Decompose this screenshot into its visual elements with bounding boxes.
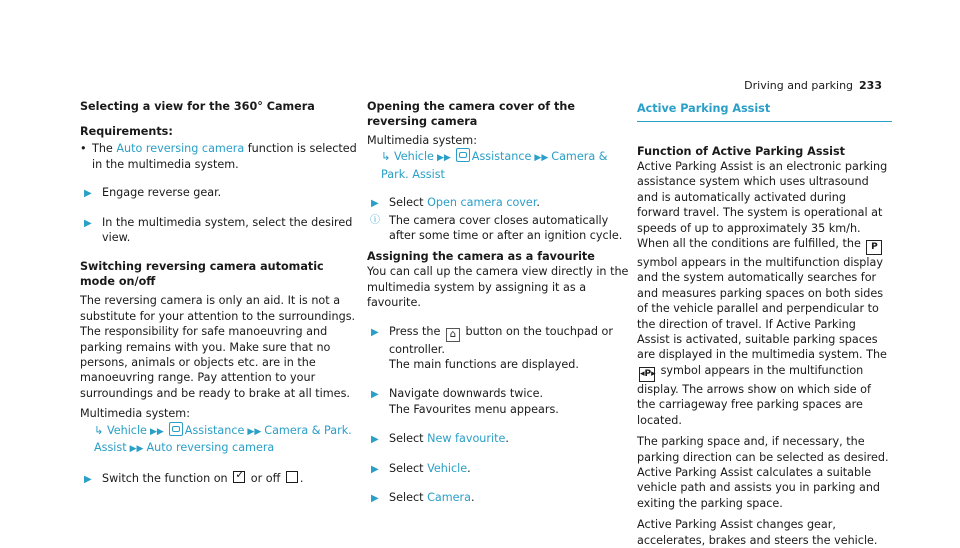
step-arrow-icon: ▶ — [371, 434, 379, 446]
path-camera-park[interactable]: Camera & Park. Assist — [381, 150, 608, 181]
path-start-icon: ↳ — [94, 423, 104, 437]
section-heading: Active Parking Assist — [637, 99, 892, 122]
path-start-icon: ↳ — [381, 150, 391, 164]
step-engage-reverse: ▶ Engage reverse gear. — [80, 185, 360, 200]
control-text: Active Parking Assist changes gear, accelerates, brakes and steers the vehicle. — [637, 518, 878, 547]
step-navigate: ▶ Navigate downwards twice. The Favourites menu appears. — [371, 387, 559, 416]
link-open-camera-cover[interactable]: Open camera cover — [427, 196, 537, 210]
section-title: Driving and parking — [744, 79, 854, 92]
checkbox-checked-icon — [233, 471, 245, 483]
step-arrow-icon: ▶ — [371, 389, 379, 401]
warning-text: The reversing camera is only an aid. It is not a substitute for your attention to the surroundings. The responsibility for safe manoeuvring and parking remains with you. Make sure that no persons, animals or objects etc. are in the manoeuvring range. Pay attention to your surroundings and be ready to brake at all times. — [80, 294, 356, 400]
column-right — [637, 99, 892, 548]
heading-function: Function of Active Parking Assist — [637, 145, 845, 158]
heading-open-cover: Opening the camera cover of the reversing camera — [367, 100, 575, 128]
step-switch-function: ▶ Switch the function on ✓ or off . — [80, 471, 360, 486]
path-vehicle[interactable]: Vehicle — [106, 423, 147, 437]
link-camera[interactable]: Camera — [427, 491, 471, 505]
step-open-cover: ▶ Select Open camera cover. — [367, 195, 632, 210]
function-text: Active Parking Assist is an electronic parking assistance system which uses ultrasound and is automatically activated during forward travel. The system is operational at speeds of up to approximately 35 km/h. When all the conditions are fulfilled, the P symbol appears in the multifunction display and the system automatically searches for and measures parking spaces on both sides of the vehicle parallel and perpendicular to the direction of travel. If Active Parking Assist is activated, suitable parking spaces are displayed in the multimedia system. The ◂P▸ symbol appears in the multifunction display. The arrows show on which side of the carriageway free parking spaces are located. — [637, 160, 888, 427]
heading-switch-auto-mode: Switching reversing camera automatic mode on/off — [80, 260, 324, 289]
multimedia-label: Multimedia system: — [367, 134, 477, 147]
heading-assign-favourite: Assigning the camera as a favourite — [367, 250, 595, 264]
step-press-home: ▶ Press the ⌂ button on the touchpad or controller. The main functions are displayed. — [371, 324, 613, 372]
requirement-item: • The Auto reversing camera function is selected in the multimedia system. — [80, 142, 357, 171]
step-new-favourite: ▶ Select New favourite. — [367, 431, 632, 446]
multimedia-label: Multimedia system: — [80, 407, 190, 421]
requirements-label: Requirements: — [80, 125, 173, 138]
bullet-icon: • — [80, 142, 87, 156]
parking-symbol-icon: P — [866, 240, 882, 255]
column-middle — [367, 99, 632, 520]
column-left — [80, 99, 360, 500]
path-camera-park[interactable]: Camera & Park. Assist — [94, 423, 352, 455]
link-new-favourite[interactable]: New favourite — [427, 432, 506, 446]
path-sep-icon: ▶▶ — [436, 153, 451, 164]
selection-text: The parking space and, if necessary, the parking direction can be selected as desired. Active Parking Assist calculates a suitable vehicle path and assists you in parking and exiting the parking space. — [637, 435, 889, 510]
step-arrow-icon: ▶ — [371, 198, 379, 210]
step-select-view: ▶ In the multimedia system, select the desired view. — [84, 215, 353, 245]
link-auto-reversing-camera[interactable]: Auto reversing camera — [116, 142, 245, 156]
step-arrow-icon: ▶ — [371, 493, 379, 505]
step-arrow-icon: ▶ — [84, 188, 92, 200]
step-arrow-icon: ▶ — [371, 326, 379, 338]
path-sep-icon: ▶▶ — [129, 444, 144, 455]
path-assistance[interactable]: Assistance — [184, 423, 245, 437]
path-sep-icon: ▶▶ — [149, 426, 164, 437]
path-vehicle[interactable]: Vehicle — [393, 150, 434, 164]
step-arrow-icon: ▶ — [84, 473, 92, 485]
checkbox-unchecked-icon — [286, 471, 298, 483]
path-sep-icon: ▶▶ — [247, 426, 262, 437]
step-arrow-icon: ▶ — [371, 463, 379, 475]
link-vehicle[interactable]: Vehicle — [427, 461, 468, 475]
step-camera: ▶ Select Camera. — [367, 490, 632, 505]
heading-select-view: Selecting a view for the 360° Camera — [80, 100, 315, 113]
menu-path — [80, 422, 360, 458]
path-sep-icon: ▶▶ — [534, 153, 549, 164]
info-icon: ⓘ — [370, 214, 380, 226]
parking-arrows-symbol-icon: ◂P▸ — [639, 367, 655, 382]
menu-path — [367, 148, 632, 182]
assign-text: You can call up the camera view directly in the multimedia system by assigning it as a favourite. — [367, 265, 629, 310]
path-auto-reversing[interactable]: Auto reversing camera — [146, 441, 275, 455]
page-number: 233 — [859, 79, 882, 92]
step-arrow-icon: ▶ — [84, 217, 92, 229]
assistance-icon — [169, 422, 183, 436]
assistance-icon — [456, 148, 470, 162]
home-button-icon: ⌂ — [446, 328, 460, 342]
step-vehicle: ▶ Select Vehicle. — [367, 461, 632, 476]
page-header — [744, 78, 882, 93]
note-cover: ⓘ The camera cover closes automatically after some time or after an ignition cycle. — [370, 213, 623, 243]
path-assistance[interactable]: Assistance — [471, 150, 532, 164]
